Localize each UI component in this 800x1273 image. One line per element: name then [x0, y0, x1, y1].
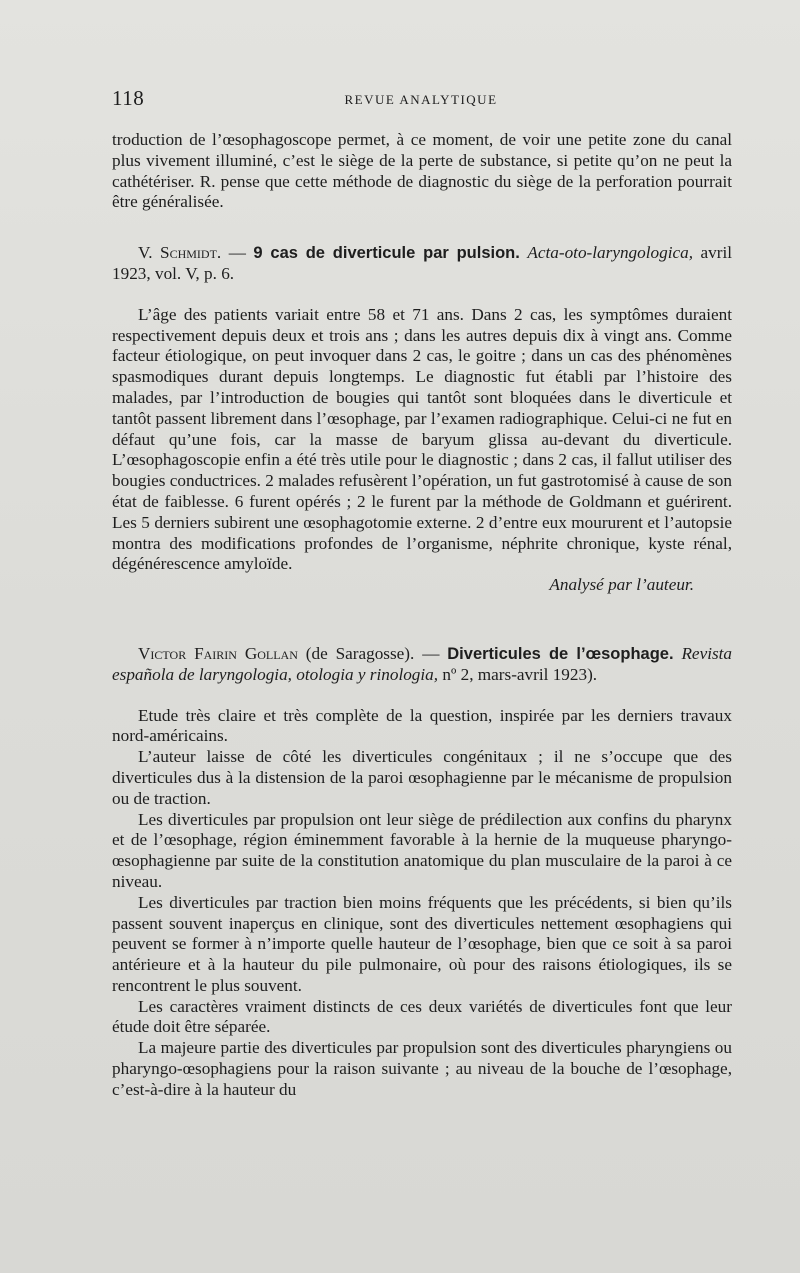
review-1-separator: — [221, 243, 254, 263]
review-2-paragraph: Etude très claire et très complète de la question, inspirée par les derniers travaux nord-américains. [112, 705, 732, 746]
review-2-title: Diverticules de l’œsophage. [447, 644, 674, 663]
review-1-signature: Analysé par l’auteur. [549, 575, 694, 595]
running-title: REVUE ANALYTIQUE [344, 92, 498, 107]
review-2-location: (de Saragosse). [297, 643, 415, 663]
review-2-paragraph: La majeure partie des diverticules par propulsion sont des diverticules pharyngiens ou pharyngo-œsophagiens pour la raison suivante ; au niveau de la bouche de l’œsophage, c’est-à-dire à la hauteur du [112, 1038, 732, 1099]
review-2-separator: — [414, 643, 448, 663]
review-2-paragraph: Les diverticules par traction bien moins fréquents que les précédents, si bien qu’ils passent souvent inaperçus en clinique, sont des diverticules nettement œsophagiens qui peuvent se former à n’importe quelle hauteur de l’œsophage, bien que ce soit à sa paroi antérieure et à la hauteur du pile pulmonaire, où pour des raisons étiologiques, ils se rencontrent le plus souvent. [112, 892, 732, 995]
review-1-journal: Acta-oto-laryngologica, [527, 243, 693, 263]
review-2-paragraph: Les diverticules par propulsion ont leur siège de prédilection aux confins du pharynx et de l’œsophage, région éminemment favorable à la hernie de la muqueuse pharyngo-œsophagienne par suite de la constitution anatomique du plan musculaire de la paroi à ce niveau. [112, 809, 732, 891]
review-1-title: 9 cas de diverticule par pulsion. [253, 244, 520, 263]
review-2-paragraph: Les caractères vraiment distincts de ces deux variétés de diverticules font que leur étude doit être séparée. [112, 996, 732, 1037]
review-1-author: V. Schmidt. [138, 243, 222, 263]
continuation-paragraph: troduction de l’œsophagoscope permet, à ce moment, de voir une petite zone du canal plus vivement illuminé, c’est le siège de la perte de substance, si petite qu’on ne peut la cathétériser. R. pense que cette méthode de diagnostic du siège de la perforation pourrait être généralisée. [112, 130, 732, 212]
page-body [112, 130, 732, 1101]
review-1-heading [112, 243, 732, 285]
page-header [112, 86, 730, 116]
review-2-author: Victor Fairin Gollan [138, 643, 298, 663]
review-2-citation: nº 2, mars-avril 1923). [438, 664, 598, 684]
review-1-body: L’âge des patients variait entre 58 et 71 ans. Dans 2 cas, les symptômes duraient respectivement depuis deux et trois ans ; dans les autres depuis dix à vingt ans. Comme facteur étiologique, on peut invoquer dans 2 cas, le goitre ; dans un cas des phénomènes spasmodiques durant depuis longtemps. Le diagnostic fut établi par l’histoire des malades, par l’introduction de bougies qui tantôt sont bloquées dans le diverticule et tantôt passent librement dans l’œsophage, par l’examen radiographique. Celui-ci ne fut en défaut qu’une fois, car la masse de baryum glissa au-devant du diverticule. L’œsophagoscopie enfin a été très utile pour le diagnostic ; dans 2 cas, il fallut utiliser des bougies conductrices. 2 malades refusèrent l’opération, un fut gastrotomisé à cause de son état de faiblesse. 6 furent opérés ; 2 le furent par la méthode de Goldmann et guérirent. Les 5 derniers subirent une œsophagotomie externe. 2 d’entre eux moururent et l’autopsie montra des modifications profondes de l’organisme, néphrite chronique, kyste rénal, dégénérescence amyloïde. [112, 304, 732, 574]
review-1-citation: avril 1923, vol. V, p. 6. [112, 243, 733, 283]
page-number: 118 [112, 86, 145, 110]
review-2-journal: Revista española de laryngologia, otologia y rinologia, [112, 643, 733, 684]
review-2-heading [112, 644, 732, 686]
review-2-paragraph: L’auteur laisse de côté les diverticules congénitaux ; il ne s’occupe que des diverticules dus à la distension de la paroi œsophagienne par le mécanisme de propulsion ou de traction. [112, 747, 732, 808]
